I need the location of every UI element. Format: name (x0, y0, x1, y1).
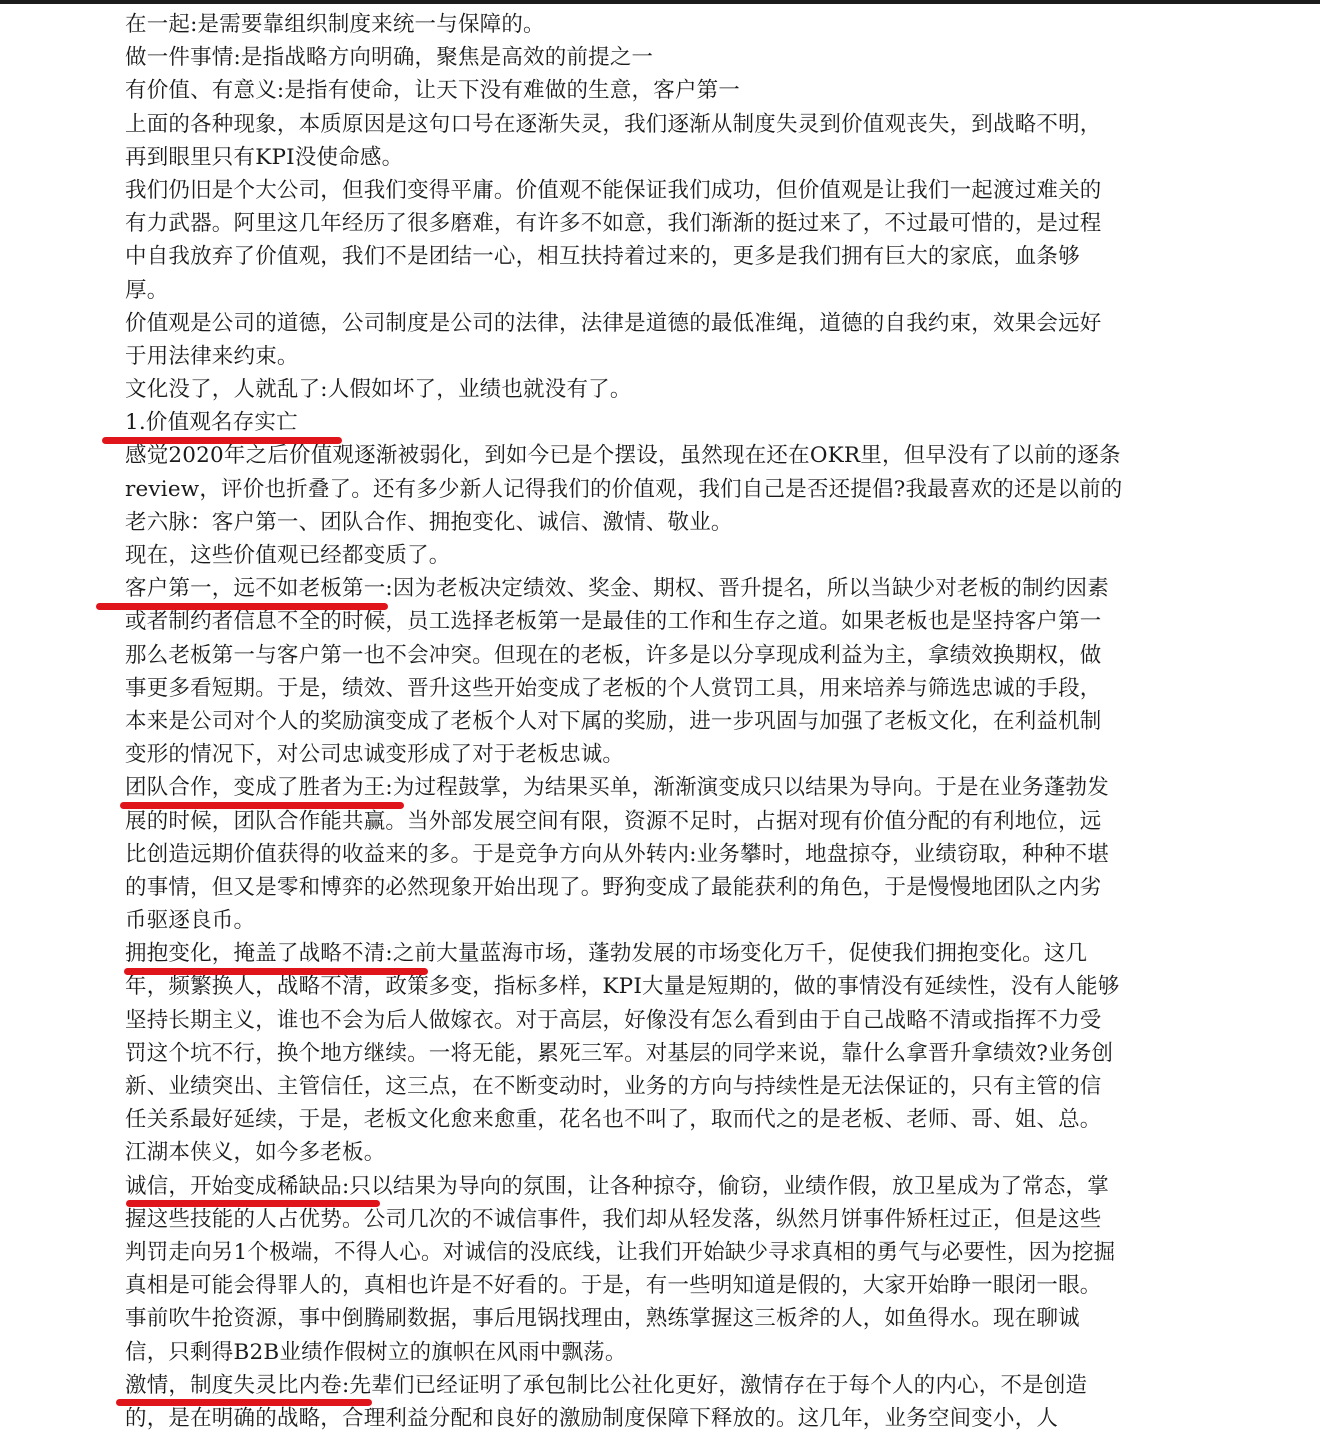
text-line: 或者制约者信息不全的时候，员工选择老板第一是最佳的工作和生存之道。如果老板也是坚持客户第一 (125, 609, 1102, 635)
text-line: 上面的各种现象，本质原因是这句口号在逐渐失灵，我们逐渐从制度失灵到价值观丧失，到战略不明， (125, 111, 1102, 137)
text-line: 1.价值观名存实亡 (125, 410, 298, 436)
document-body (125, 8, 1195, 1435)
text-line: 事前吹牛抢资源，事中倒腾刷数据，事后甩锅找理由，熟练掌握这三板斧的人，如鱼得水。现在聊诚 (125, 1306, 1080, 1332)
text-line: 于用法律来约束。 (125, 343, 299, 369)
text-line: 做一件事情:是指战略方向明确，聚焦是高效的前提之一 (125, 45, 654, 71)
text-line: 握这些技能的人占优势。公司几次的不诚信事件，我们却从轻发落，纵然月饼事件矫枉过正，但是这些 (125, 1206, 1102, 1232)
text-line: 坚持长期主义，谁也不会为后人做嫁衣。对于高层，好像没有怎么看到由于自己战略不清或指挥不力受 (125, 1007, 1102, 1033)
text-line: 事更多看短期。于是，绩效、晋升这些开始变成了老板的个人赏罚工具，用来培养与筛选忠诚的手段， (125, 675, 1102, 701)
text-line: 任关系最好延续，于是，老板文化愈来愈重，花名也不叫了，取而代之的是老板、老师、哥、姐、总。 (125, 1107, 1102, 1133)
text-line: 客户第一，远不如老板第一:因为老板决定绩效、奖金、期权、晋升提名，所以当缺少对老板的制约因素 (125, 576, 1109, 602)
text-line: 中自我放弃了价值观，我们不是团结一心，相互扶持着过来的，更多是我们拥有巨大的家底，血条够 (125, 244, 1080, 270)
text-line: 本来是公司对个人的奖励演变成了老板个人对下属的奖励，进一步巩固与加强了老板文化，在利益机制 (125, 708, 1102, 734)
underline-values-heading (102, 437, 342, 444)
text-line: 价值观是公司的道德，公司制度是公司的法律，法律是道德的最低准绳，道德的自我约束，效果会远好 (125, 310, 1102, 336)
text-line: 再到眼里只有KPI没使命感。 (125, 144, 404, 170)
underline-passion (116, 1399, 372, 1406)
text-line: 在一起:是需要靠组织制度来统一与保障的。 (125, 12, 545, 37)
top-border (0, 0, 1320, 4)
text-line: 感觉2020年之后价值观逐渐被弱化，到如今已是个摆设，虽然现在还在OKR里，但早没有了以前的逐条 (125, 443, 1121, 469)
underline-customer-first (96, 603, 388, 610)
text-line: review，评价也折叠了。还有多少新人记得我们的价值观，我们自己是否还提倡?我最喜欢的还是以前的 (125, 476, 1123, 502)
text-line: 信，只剩得B2B业绩作假树立的旗帜在风雨中飘荡。 (125, 1339, 627, 1365)
text-line: 拥抱变化，掩盖了战略不清:之前大量蓝海市场，蓬勃发展的市场变化万千，促使我们拥抱变化。这几 (125, 941, 1088, 967)
text-line: 有价值、有意义:是指有使命，让天下没有难做的生意，客户第一 (125, 78, 741, 104)
text-line: 江湖本侠义，如今多老板。 (125, 1140, 386, 1166)
text-line: 变形的情况下，对公司忠诚变形成了对于老板忠诚。 (125, 742, 625, 768)
underline-embrace-change (124, 968, 428, 975)
text-line: 比创造远期价值获得的收益来的多。于是竞争方向从外转内:业务攀时，地盘掠夺，业绩窃取，种种不堪 (125, 841, 1109, 867)
text-line: 年，频繁换人，战略不清，政策多变，指标多样，KPI大量是短期的，做的事情没有延续性，没有人能够 (125, 974, 1120, 1000)
text-line: 的，是在明确的战略，合理利益分配和良好的激励制度保障下释放的。这几年，业务空间变小，人 (125, 1405, 1059, 1431)
text-line: 老六脉：客户第一、团队合作、拥抱变化、诚信、激情、敬业。 (125, 509, 733, 535)
text-line: 币驱逐良币。 (125, 908, 256, 934)
text-line: 罚这个坑不行，换个地方继续。一将无能，累死三军。对基层的同学来说，靠什么拿晋升拿绩效?业务创 (125, 1040, 1114, 1066)
underline-integrity (126, 1200, 380, 1207)
text-line: 的事情，但又是零和博弈的必然现象开始出现了。野狗变成了最能获利的角色，于是慢慢地团队之内劣 (125, 874, 1102, 900)
text-line: 展的时候，团队合作能共赢。当外部发展空间有限，资源不足时，占据对现有价值分配的有利地位，远 (125, 808, 1102, 834)
text-line: 判罚走向另1个极端，不得人心。对诚信的没底线，让我们开始缺少寻求真相的勇气与必要性，因为挖掘 (125, 1239, 1116, 1265)
underline-teamwork (120, 802, 404, 809)
text-line: 团队合作，变成了胜者为王:为过程鼓掌，为结果买单，渐渐演变成只以结果为导向。于是在业务蓬勃发 (125, 775, 1109, 801)
text-line: 激情，制度失灵比内卷:先辈们已经证明了承包制比公社化更好，激情存在于每个人的内心，不是创造 (125, 1372, 1088, 1398)
text-line: 我们仍旧是个大公司，但我们变得平庸。价值观不能保证我们成功，但价值观是让我们一起渡过难关的 (125, 177, 1102, 203)
text-line: 厚。 (125, 277, 169, 303)
text-line: 诚信，开始变成稀缺品:只以结果为导向的氛围，让各种掠夺，偷窃，业绩作假，放卫星成为了常态，掌 (125, 1173, 1109, 1199)
text-line: 那么老板第一与客户第一也不会冲突。但现在的老板，许多是以分享现成利益为主，拿绩效换期权，做 (125, 642, 1102, 668)
text-line: 新、业绩突出、主管信任，这三点，在不断变动时，业务的方向与持续性是无法保证的，只有主管的信 (125, 1074, 1102, 1099)
text-line: 有力武器。阿里这几年经历了很多磨难，有许多不如意，我们渐渐的挺过来了，不过最可惜的，是过程 (125, 211, 1102, 237)
text-line: 真相是可能会得罪人的，真相也许是不好看的。于是，有一些明知道是假的，大家开始睁一眼闭一眼。 (125, 1273, 1102, 1299)
text-line: 文化没了，人就乱了:人假如坏了，业绩也就没有了。 (125, 377, 632, 403)
text-line: 现在，这些价值观已经都变质了。 (125, 543, 451, 568)
